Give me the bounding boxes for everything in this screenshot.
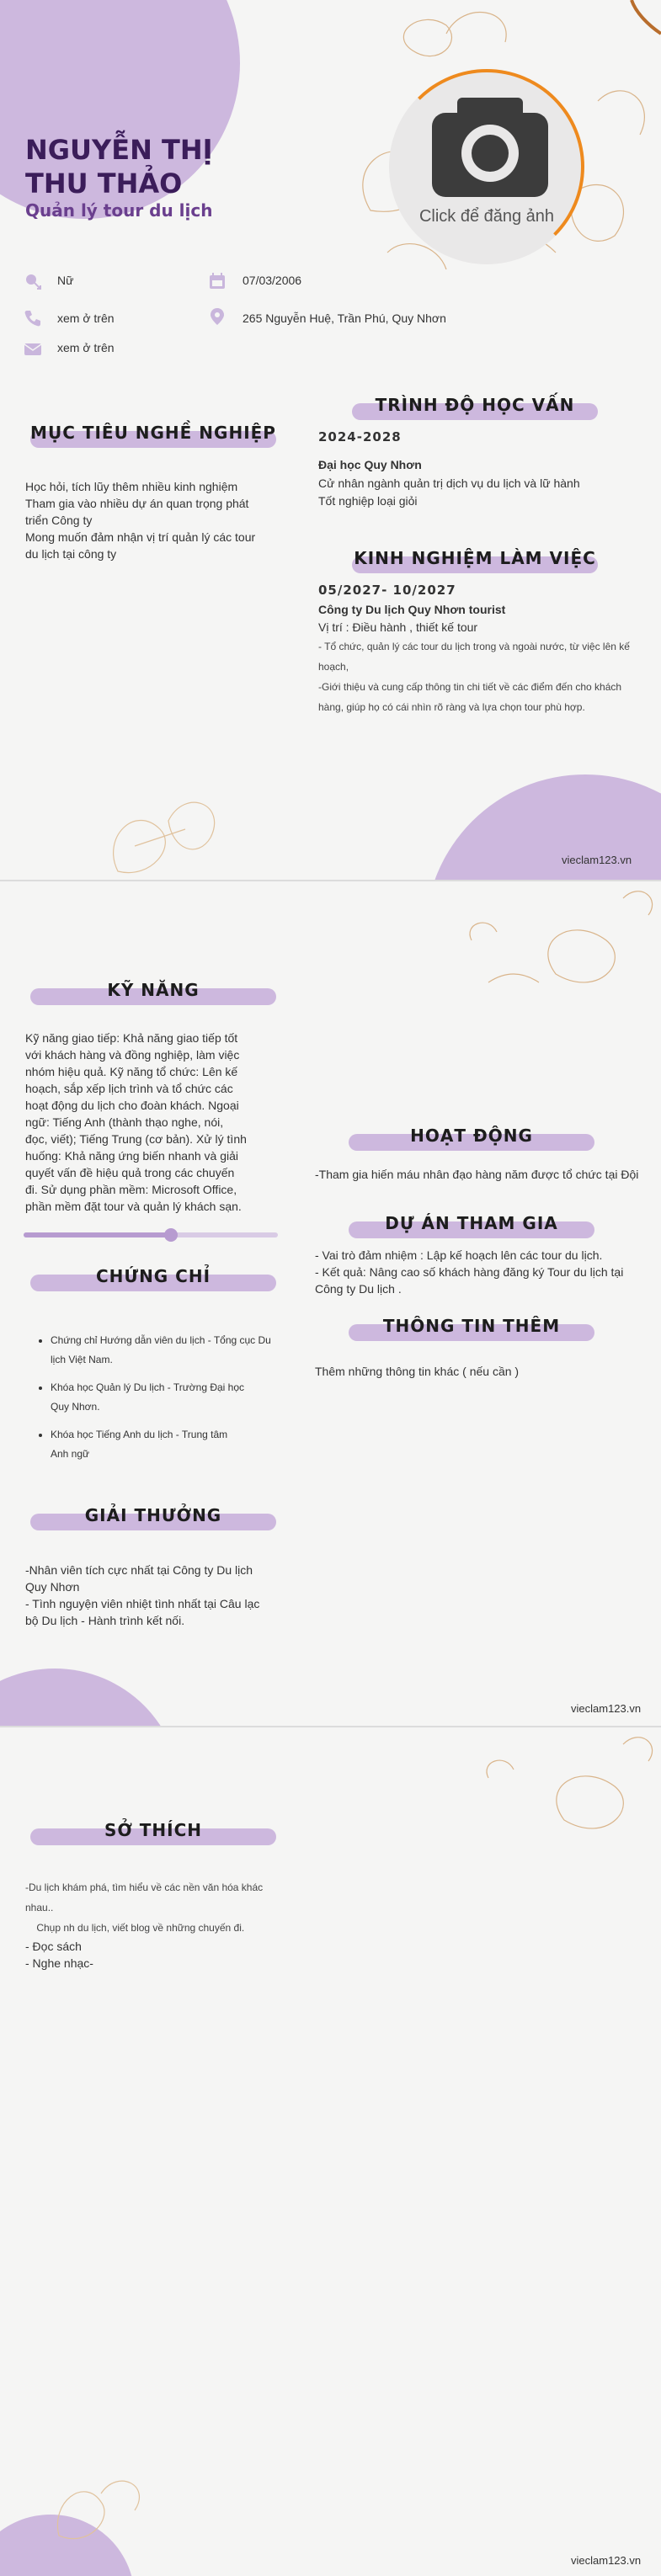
phone-icon [24, 309, 42, 327]
objective-heading: MỤC TIÊU NGHỀ NGHIỆP [30, 431, 276, 448]
education-heading: TRÌNH ĐỘ HỌC VẤN [352, 403, 598, 420]
education-major: Cử nhân ngành quản trị dịch vụ du lịch và lữ hành [318, 476, 580, 490]
awards-heading: GIẢI THƯỞNG [30, 1514, 276, 1530]
experience-position: Vị trí : Điều hành , thiết kế tour [318, 620, 478, 634]
skills-heading: KỸ NĂNG [30, 988, 276, 1005]
floral-illustration-left [101, 787, 236, 880]
education-grade: Tốt nghiệp loại giỏi [318, 494, 418, 508]
full-name [25, 133, 278, 200]
skills-text: Kỹ năng giao tiếp: Khả năng giao tiếp tốt với khách hàng và đồng nghiệp, làm việc nhóm hiệu quả. Kỹ năng tổ chức: Lên kế hoạch, sắp xếp lịch trình và tổ chức các hoạt động du lịch cho đoàn khách. Ngoại ngữ: Tiếng Anh (thành thạo nghe, nói, đọc, viết); Tiếng Trung (cơ bản). Xử lý tình huống: Khả năng ứng biến nhanh và giải quyết vấn đề hiệu quả trong các chuyến đi. Sử dụng phần mềm: Microsoft Office, phần mềm đặt tour và quản lý khách sạn. [25, 1031, 247, 1213]
certificate-item: • Khóa học Quản lý Du lịch - Trường Đại học Quy Nhơn. [51, 1378, 286, 1417]
experience-period: 05/2027- 10/2027 [318, 583, 456, 598]
certificates-list [25, 1331, 286, 1472]
job-title: Quản lý tour du lịch [25, 200, 213, 221]
objective-text: Học hỏi, tích lũy thêm nhiều kinh nghiệm Tham gia vào nhiều dự án quan trọng phát triển Công ty Mong muốn đảm nhận vị trí quản lý các tour du lịch tại công ty [25, 480, 256, 561]
activities-heading: HOẠT ĐỘNG [349, 1134, 594, 1151]
education-school: Đại học Quy Nhơn [318, 458, 422, 471]
gender-icon [24, 272, 42, 290]
floral-illustration-top-right [472, 1727, 661, 1854]
skill-level-handle[interactable] [164, 1228, 178, 1242]
gender-value: Nữ [57, 274, 74, 287]
certificate-item: • Chứng chỉ Hướng dẫn viên du lịch - Tổng cục Du lịch Việt Nam. [51, 1331, 286, 1370]
full-name-line-2: THU THẢO [25, 168, 183, 200]
floral-illustration-bottom-left [51, 2468, 152, 2544]
certificates-heading: CHỨNG CHỈ [30, 1275, 276, 1291]
education-period: 2024-2028 [318, 429, 402, 444]
projects-heading: DỰ ÁN THAM GIA [349, 1221, 594, 1238]
activities-text: -Tham gia hiến máu nhân đạo hàng năm được tổ chức tại Đội [315, 1168, 639, 1181]
brand-watermark: vieclam123.vn [571, 1702, 642, 1715]
more-info-text: Thêm những thông tin khác ( nếu cần ) [315, 1365, 520, 1378]
email-icon [24, 340, 42, 359]
profile-photo-upload[interactable] [389, 69, 584, 264]
experience-duties: - Tổ chức, quản lý các tour du lịch trong và ngoài nước, từ việc lên kế hoạch, -Giới thiệu và cung cấp thông tin chi tiết về các điểm đến cho khách hàng, giúp họ có cái nhìn rõ ràng và lựa chọn tour phù hợp. [318, 641, 630, 713]
decor-circle-bottom-left [0, 1669, 181, 1726]
phone-value: xem ở trên [57, 311, 115, 325]
experience-company: Công ty Du lịch Quy Nhơn tourist [318, 603, 506, 616]
email-value: xem ở trên [57, 341, 115, 354]
address-value: 265 Nguyễn Huệ, Trần Phú, Quy Nhơn [243, 311, 446, 325]
skill-level-slider[interactable] [24, 1232, 278, 1237]
hobbies-text: -Du lịch khám phá, tìm hiểu về các nền văn hóa khác nhau.. Chụp nh du lịch, viết blog về những chuyến đi. - Đọc sách - Nghe nhạc- [25, 1881, 264, 1970]
more-info-heading: THÔNG TIN THÊM [349, 1324, 594, 1341]
location-pin-icon [208, 307, 227, 326]
birthday-value: 07/03/2006 [243, 274, 302, 287]
cv-page-1 [0, 0, 661, 880]
calendar-icon [208, 272, 227, 290]
brand-watermark: vieclam123.vn [571, 2554, 642, 2567]
cv-page-3 [0, 1727, 661, 2576]
full-name-line-1: NGUYỄN THỊ [25, 134, 213, 166]
photo-upload-label: Click để đăng ảnh [418, 207, 555, 226]
brand-watermark: vieclam123.vn [562, 854, 632, 866]
floral-illustration-top-right [438, 881, 661, 1025]
camera-icon [432, 98, 548, 197]
skill-level-fill [24, 1232, 171, 1237]
hobbies-heading: SỞ THÍCH [30, 1828, 276, 1845]
experience-heading: KINH NGHIỆM LÀM VIỆC [352, 556, 598, 573]
certificate-item: • Khóa học Tiếng Anh du lịch - Trung tâm Anh ngữ [51, 1425, 286, 1464]
awards-text: -Nhân viên tích cực nhất tại Công ty Du lịch Quy Nhơn - Tình nguyện viên nhiệt tình nhất tại Câu lạc bộ Du lịch - Hành trình kết nối. [25, 1563, 260, 1627]
projects-text: - Vai trò đảm nhiệm : Lập kế hoạch lên các tour du lịch. - Kết quả: Nâng cao số khách hàng đăng ký Tour du lịch tại Công ty Du lịch . [315, 1248, 624, 1296]
cv-page-2 [0, 881, 661, 1726]
